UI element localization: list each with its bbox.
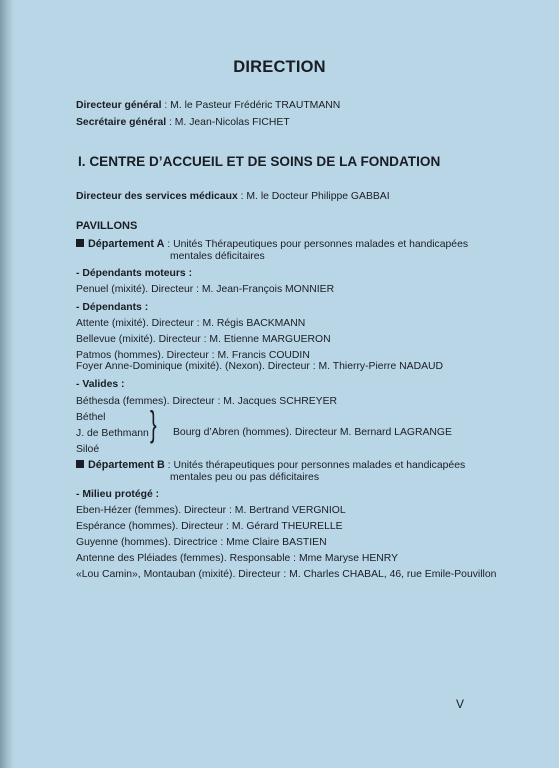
page-number: V (456, 697, 465, 711)
square-bullet-icon (76, 460, 84, 468)
department-a-desc-1: : Unités Thérapeutiques pour personnes malades et handicapées (164, 239, 469, 250)
medical-director-value: : M. le Docteur Philippe GABBAI (237, 191, 390, 202)
section-title: I. CENTRE D’ACCUEIL ET DE SOINS DE LA FONDATION (78, 154, 441, 169)
director-general-label: Directeur général (76, 100, 162, 111)
medical-director-line (76, 190, 390, 203)
department-b-desc-2: mentales peu ou pas déficitaires (170, 472, 320, 483)
department-b-label: Département B (88, 459, 165, 471)
list-item: Bellevue (mixité). Directeur : M. Etienne MARGUERON (76, 334, 331, 345)
director-general-line (76, 99, 340, 112)
valides-heading: - Valides : (76, 379, 125, 390)
right-brace-icon: } (150, 403, 157, 444)
medical-director-label: Directeur des services médicaux (76, 191, 238, 202)
department-b-desc-1: : Unités thérapeutiques pour personnes malades et handicapées (164, 460, 466, 471)
department-b (76, 459, 466, 483)
group-description: Bourg d’Abren (hommes). Directeur M. Bernard LAGRANGE (173, 427, 452, 438)
list-item: Guyenne (hommes). Directrice : Mme Claire BASTIEN (76, 537, 327, 548)
list-item: Foyer Anne-Dominique (mixité). (Nexon). Directeur : M. Thierry-Pierre NADAUD (76, 361, 444, 372)
list-item: Antenne des Pléiades (femmes). Responsable : Mme Maryse HENRY (76, 553, 399, 564)
page-title: DIRECTION (233, 58, 326, 76)
group-item: Siloé (76, 444, 100, 455)
list-item: Patmos (hommes). Directeur : M. Francis COUDIN (76, 350, 310, 361)
pavillons-heading: PAVILLONS (76, 220, 138, 232)
protege-heading: - Milieu protégé : (76, 489, 160, 500)
list-item: Eben-Hézer (femmes). Directeur : M. Bertrand VERGNIOL (76, 505, 346, 516)
list-item: «Lou Camin», Montauban (mixité). Directeur : M. Charles CHABAL, 46, rue Emile-Pouvillon (76, 569, 497, 580)
secretary-general-line (76, 116, 290, 129)
list-item: Penuel (mixité). Directeur : M. Jean-François MONNIER (76, 284, 335, 295)
group-item: Béthel (76, 412, 106, 423)
square-bullet-icon (76, 239, 84, 247)
list-item: Attente (mixité). Directeur : M. Régis BACKMANN (76, 318, 306, 329)
director-general-value: : M. le Pasteur Frédéric TRAUTMANN (161, 100, 341, 111)
secretary-general-label: Secrétaire général (76, 117, 167, 128)
list-item: Béthesda (femmes). Directeur : M. Jacques SCHREYER (76, 396, 338, 407)
secretary-general-value: : M. Jean-Nicolas FICHET (166, 117, 290, 128)
department-a-label: Département A (88, 238, 165, 250)
department-a (76, 238, 469, 262)
dependants-heading: - Dépendants : (76, 302, 149, 313)
list-item: Espérance (hommes). Directeur : M. Gérard THEURELLE (76, 521, 343, 532)
moteurs-heading: - Dépendants moteurs : (76, 268, 193, 279)
page-binding-shadow (0, 0, 14, 768)
group-item: J. de Bethmann (76, 428, 149, 439)
department-a-desc-2: mentales déficitaires (170, 251, 265, 262)
